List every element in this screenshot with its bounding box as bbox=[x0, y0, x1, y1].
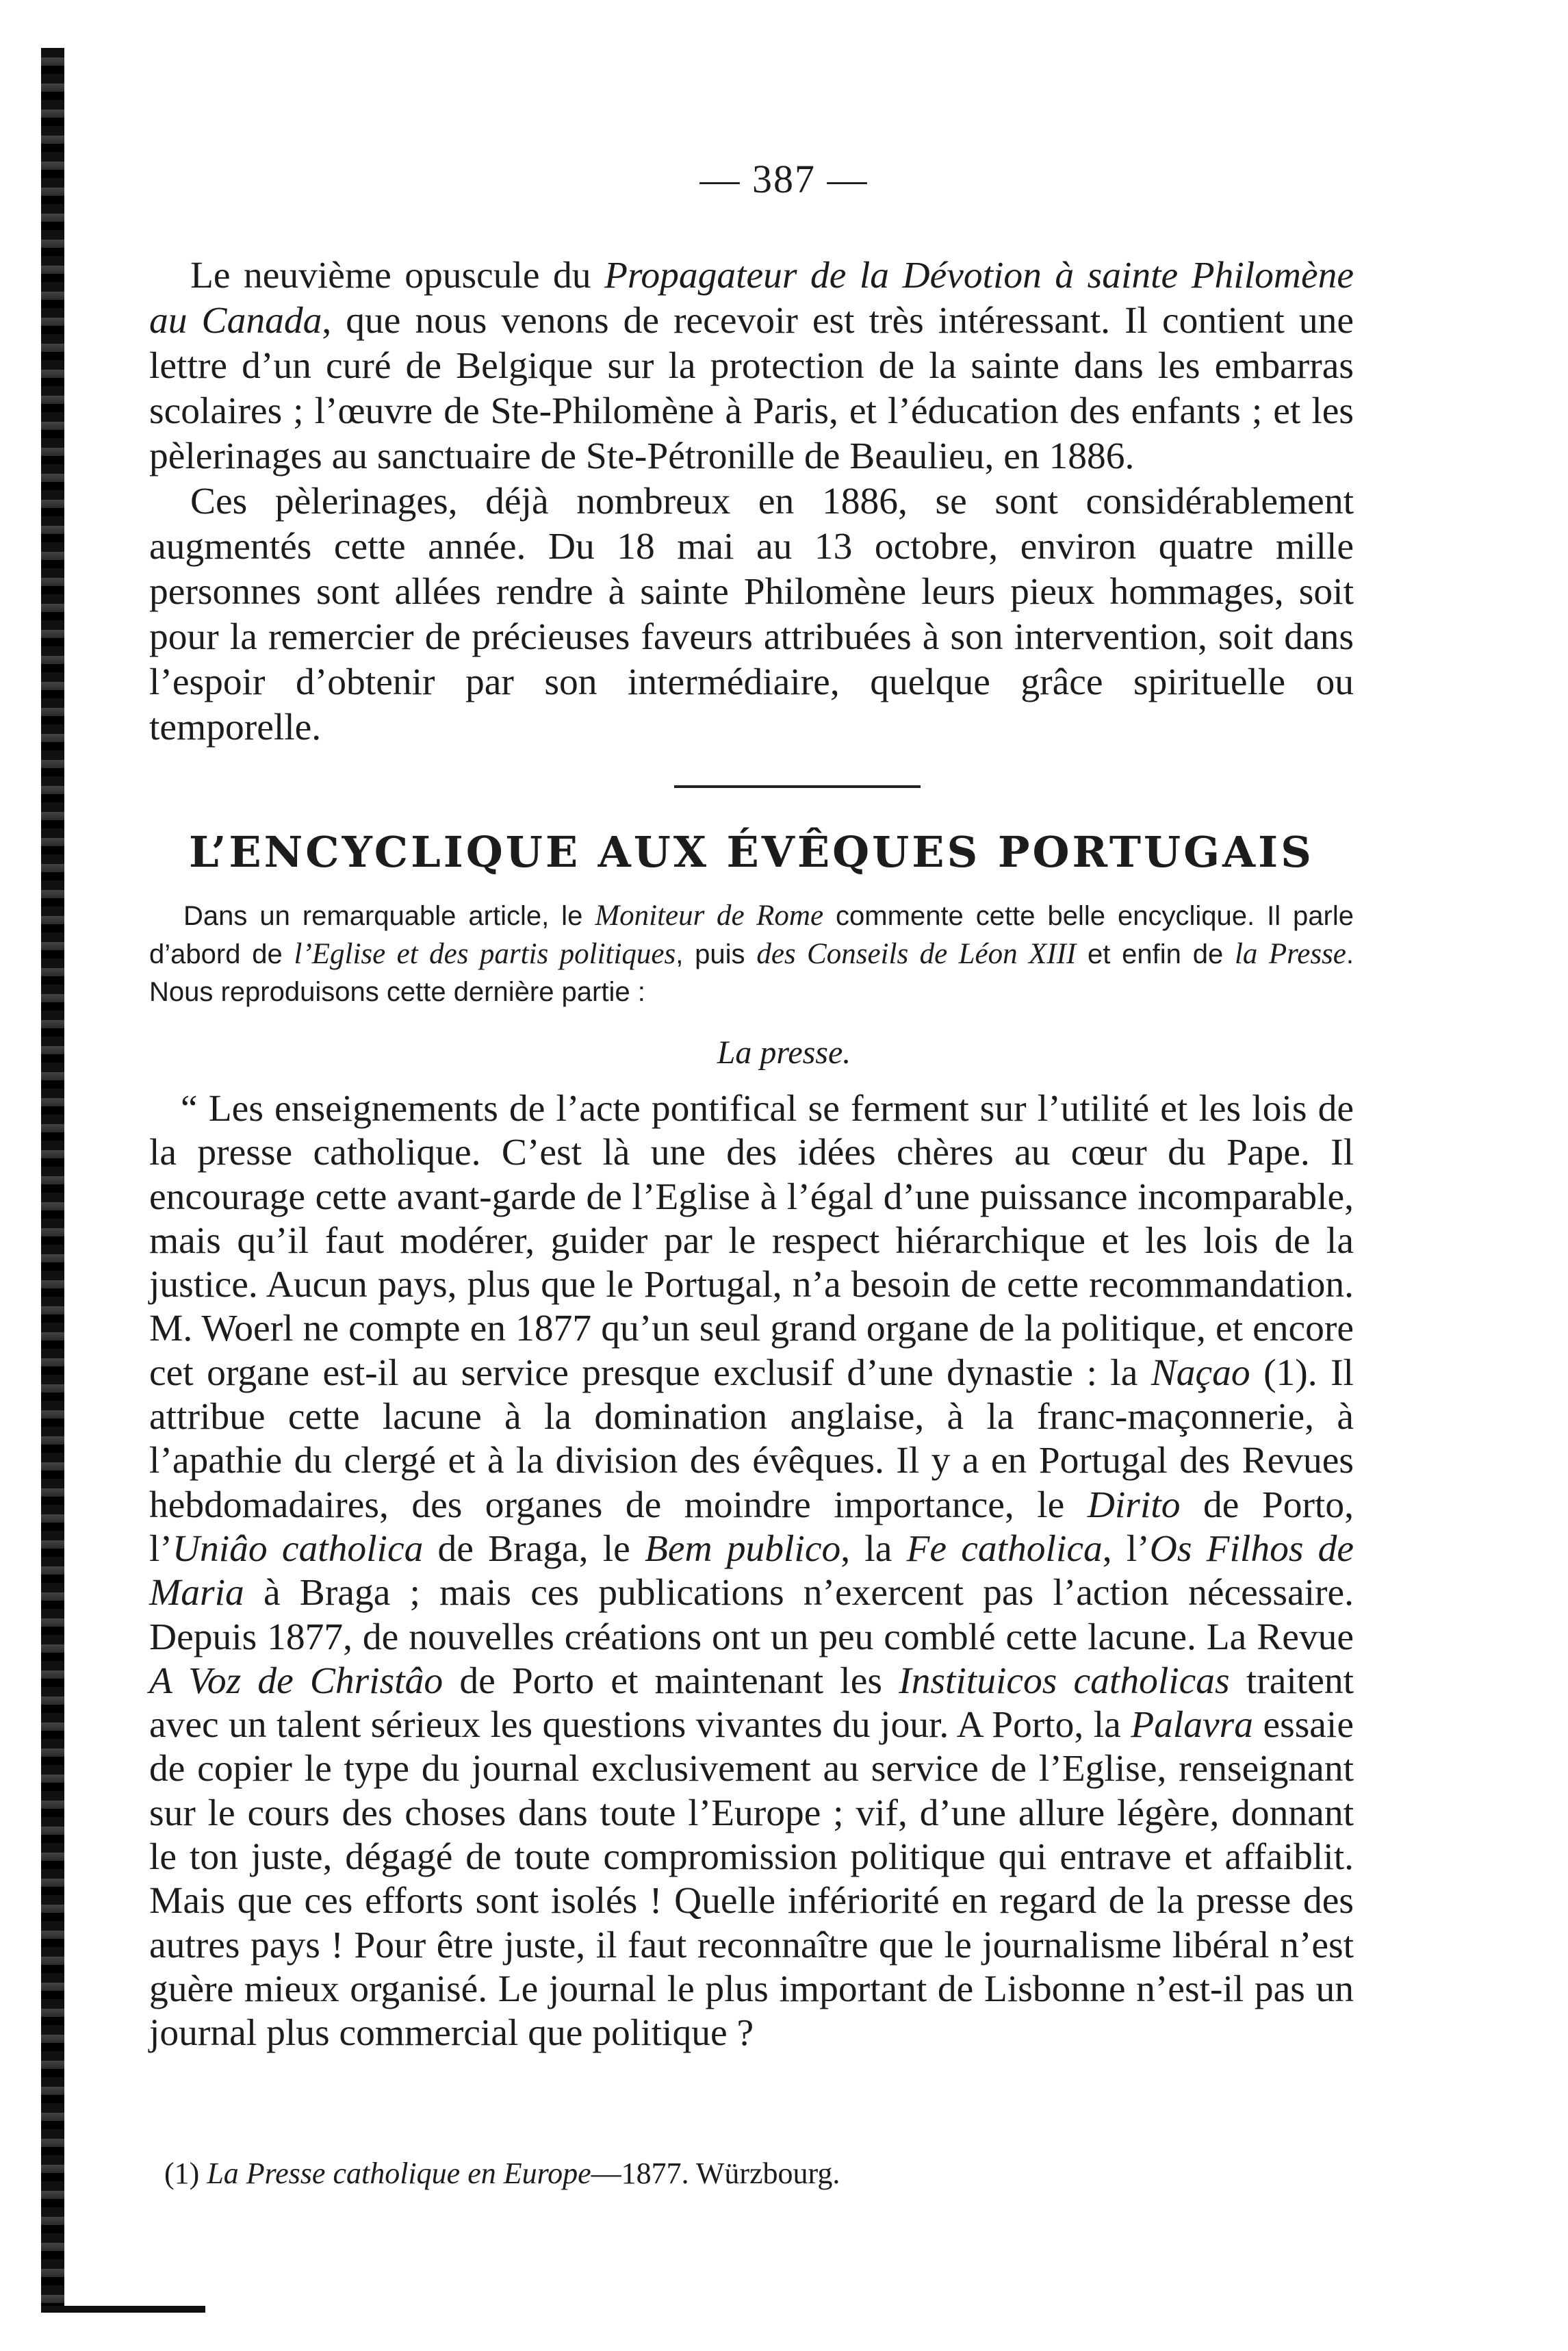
page-number: — 387 — bbox=[699, 157, 869, 201]
publication-title: Propagateur de la Dévotion à sainte Philomène au Canada bbox=[149, 255, 1354, 342]
section-divider bbox=[674, 785, 921, 788]
paragraph-2: Ces pèlerinages, déjà nombreux en 1886, se sont considérablement augmentés cette année. Du 18 mai au 13 octobre, environ quatre mille personnes sont allées rendre à sainte Philomène leurs pieux hommages, soit pour la remercier de précieuses faveurs attribuées à son intervention, soit dans l’espoir d’obtenir par son intermédiaire, quelque grâce spirituelle ou temporelle. bbox=[149, 481, 1354, 748]
intro-paragraph: Dans un remarquable article, le Moniteur de Rome commente cette belle encyclique. Il parle d’abord de l’Eglise et des partis politiques, puis des Conseils de Léon XIII et enfin de la Presse. Nous reproduisons cette dernière partie : bbox=[149, 900, 1354, 1007]
subheading: La presse. bbox=[717, 1034, 851, 1071]
binding-foot-line bbox=[41, 2306, 205, 2313]
footnote: (1) La Presse catholique en Europe—1877. Würzbourg. bbox=[164, 2157, 840, 2190]
quoted-article: “ Les enseignements de l’acte pontifical se ferment sur l’utilité et les lois de la presse catholique. C’est là une des idées chères au cœur du Pape. Il encourage cette avant-garde de l’Eglise à l’égal d’une puissance incomparable, mais qu’il faut modérer, guider par le respect hiérarchique et les lois de la justice. Aucun pays, plus que le Portugal, n’a besoin de cette recommandation. M. Woerl ne compte en 1877 qu’un seul grand organe de la politique, et encore cet organe est-il au service presque exclusif d’une dynastie : la Naçao (1). Il attribue cette lacune à la domination anglaise, à la franc-maçonnerie, à l’apathie du clergé et à la division des évêques. Il y a en Portugal des Revues hebdomadaires, des organes de moindre importance, le Dirito de Porto, l’Uniâo catholica de Braga, le Bem publico, la Fe catholica, l’Os Filhos de Maria à Braga ; mais ces publications n’exercent pas l’action nécessaire. Depuis 1877, de nouvelles créations ont un peu comblé cette lacune. La Revue A Voz de Christâo de Porto et maintenant les Instituicos catholicas traitent avec un talent sérieux les questions vivantes du jour. A Porto, la Palavra essaie de copier le type du journal exclusivement au service de l’Eglise, renseignant sur le cours des choses dans toute l’Europe ; vif, d’une allure légère, donnant le ton juste, dégagé de toute compromission politique qui entrave et affaiblit. Mais que ces efforts sont isolés ! Quelle infériorité en regard de la presse des autres pays ! Pour être juste, il faut reconnaître que le journalisme libéral n’est guère mieux organisé. Le journal le plus important de Lisbonne n’est-il pas un journal plus commercial que politique ? bbox=[149, 1088, 1354, 2055]
binding-edge bbox=[41, 48, 64, 2307]
section-heading: L’ENCYCLIQUE AUX ÉVÊQUES PORTUGAIS bbox=[189, 827, 1314, 877]
paragraph-1: Le neuvième opuscule du Propagateur de la Dévotion à sainte Philomène au Canada, que nous venons de recevoir est très intéressant. Il contient une lettre d’un curé de Belgique sur la protection de la sainte dans les embarras scolaires ; l’œuvre de Ste-Philomène à Paris, et l’éducation des enfants ; et les pèlerinages au sanctuaire de Ste-Pétronille de Beaulieu, en 1886. bbox=[149, 255, 1354, 477]
body-text bbox=[149, 253, 1354, 750]
